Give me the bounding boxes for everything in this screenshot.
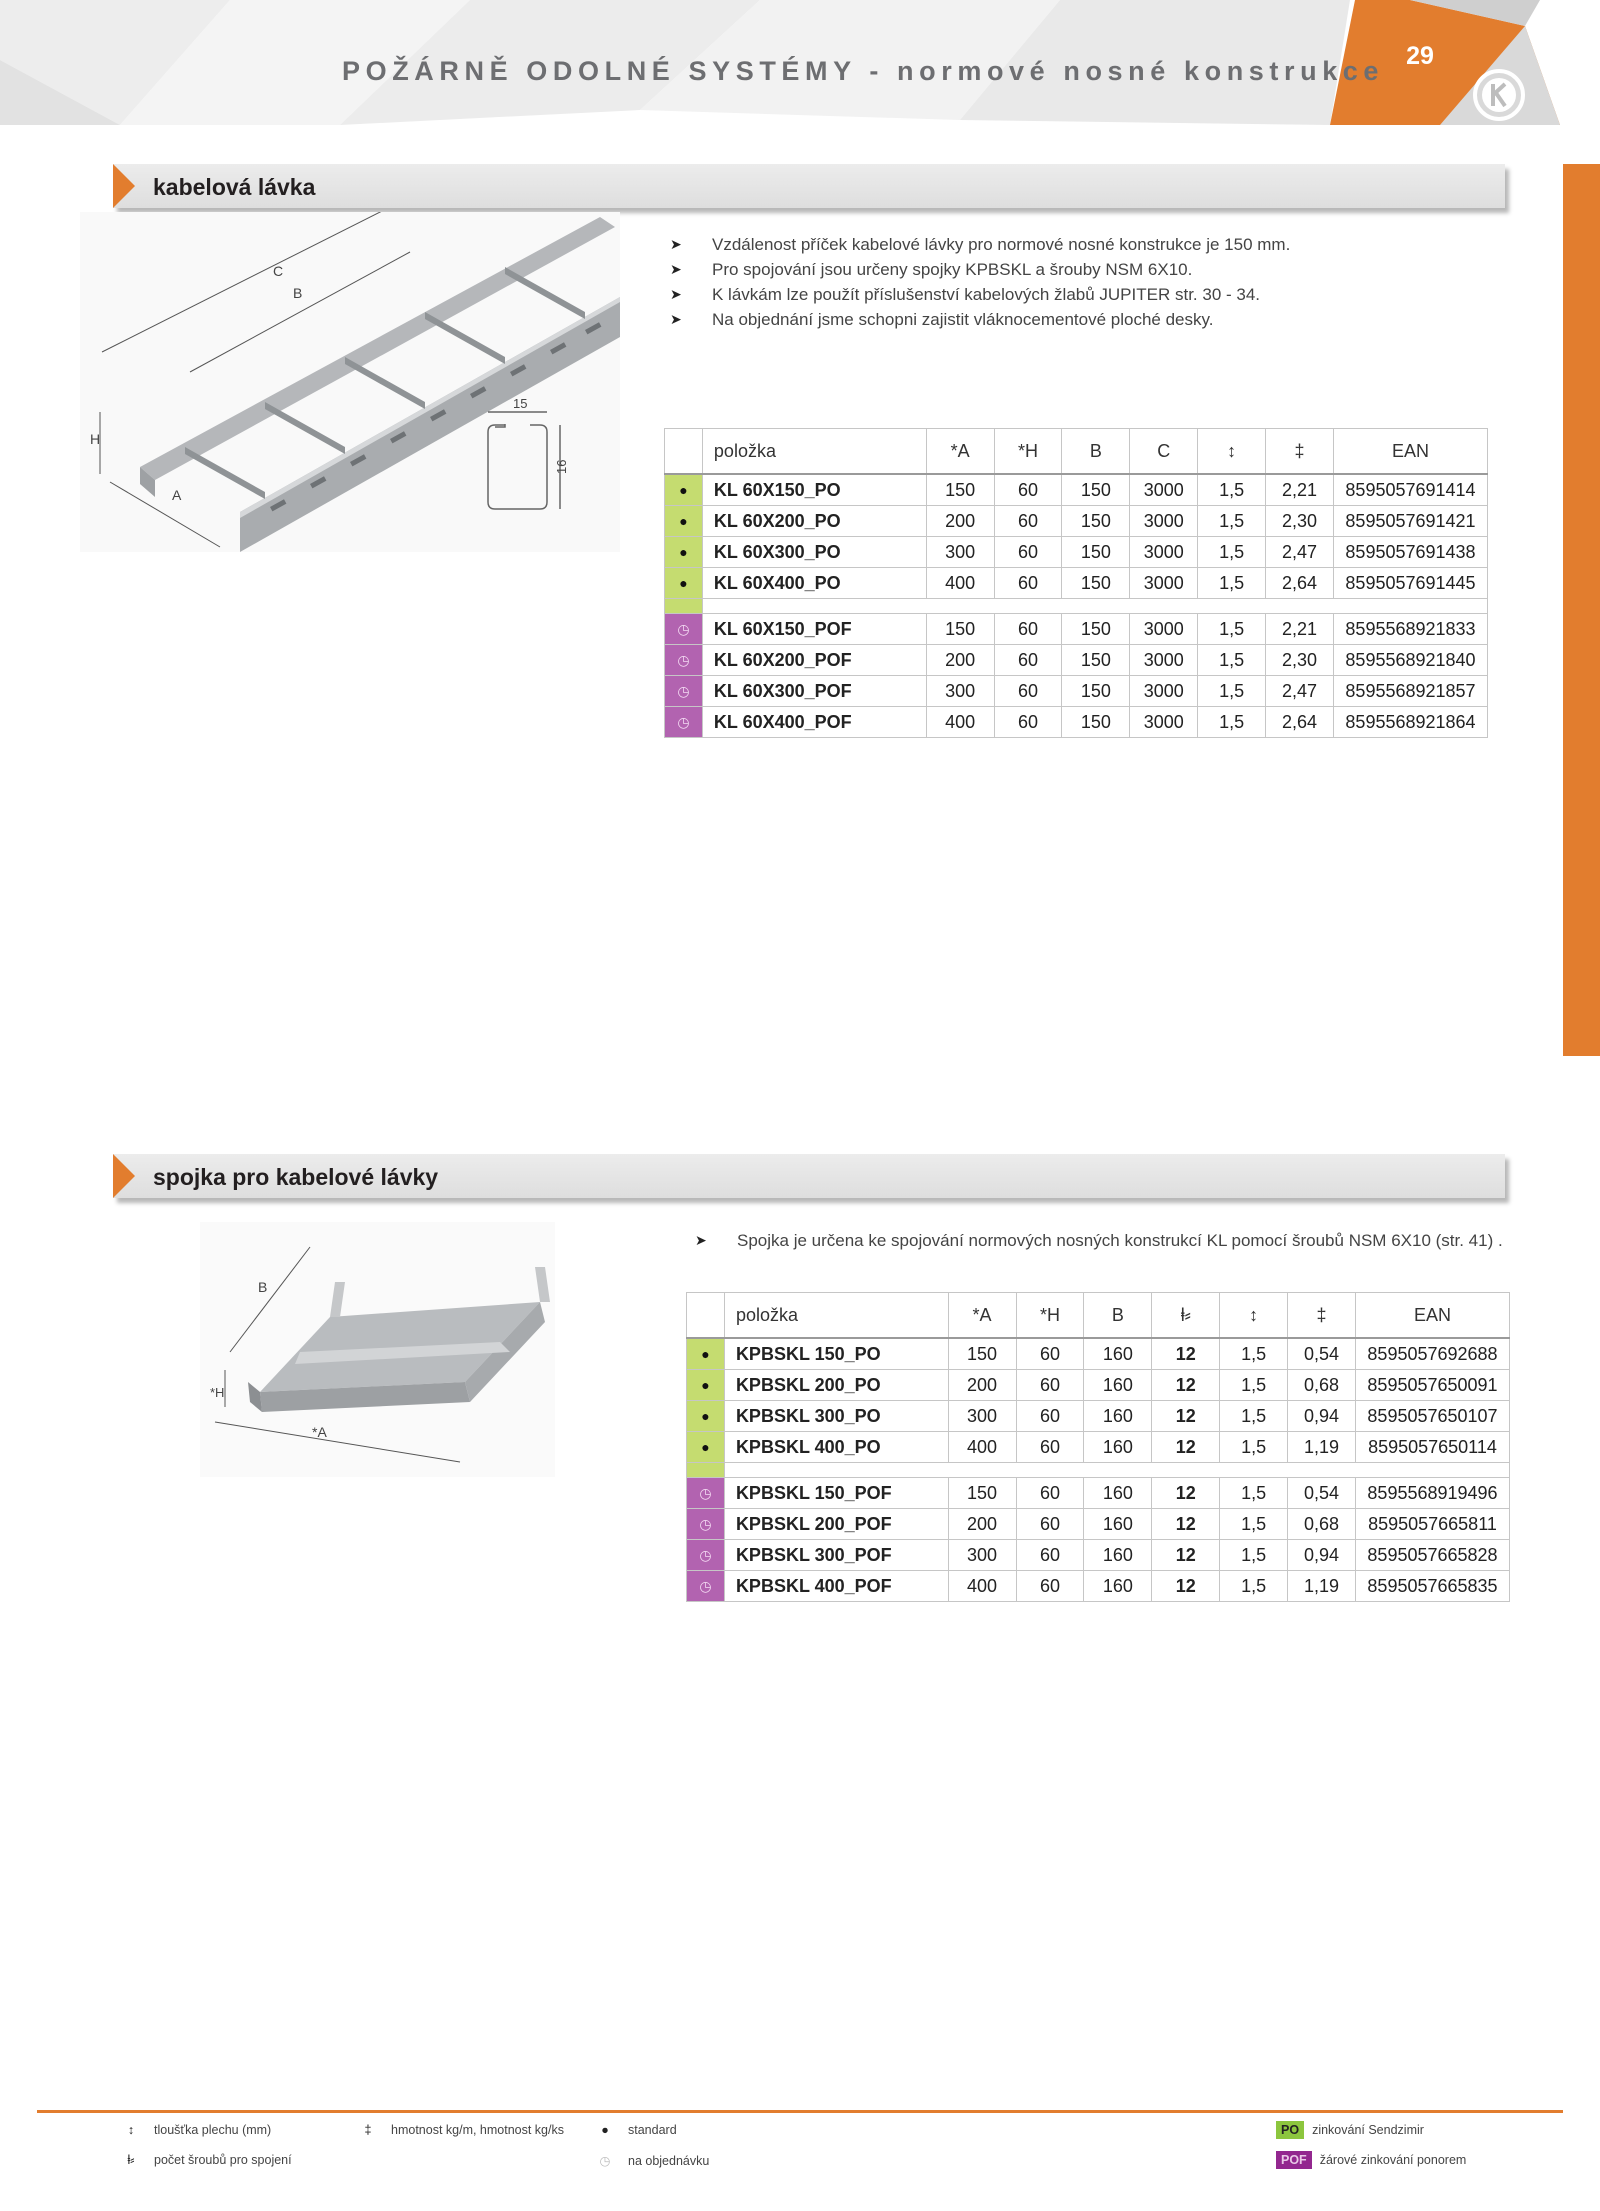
table-cell: 12	[1152, 1432, 1220, 1463]
table-row	[665, 568, 1488, 599]
col-header: EAN	[1355, 1293, 1509, 1339]
product-code: KPBSKL 200_POF	[724, 1509, 948, 1540]
product-code: KL 60X200_PO	[702, 506, 926, 537]
table-cell: 1,5	[1220, 1509, 1288, 1540]
footer-divider	[37, 2110, 1563, 2113]
clock-icon: ◷	[687, 1509, 725, 1540]
table-cell: 150	[1062, 568, 1130, 599]
legend-po: PO zinkování Sendzimir	[1276, 2121, 1424, 2139]
clock-icon: ◷	[665, 707, 703, 738]
col-header: *H	[994, 429, 1062, 475]
section-header-bar	[113, 164, 1505, 208]
profile-width-label: 15	[513, 396, 528, 411]
clock-icon: ◷	[599, 2154, 611, 2168]
table-cell: 160	[1084, 1540, 1152, 1571]
table-cell: 0,54	[1288, 1338, 1356, 1370]
brand-logo	[1472, 68, 1526, 122]
ean-cell: 8595568921840	[1333, 645, 1487, 676]
product-code: KPBSKL 400_PO	[724, 1432, 948, 1463]
clock-icon: ◷	[665, 676, 703, 707]
table-row	[687, 1571, 1510, 1602]
product-code: KL 60X150_POF	[702, 614, 926, 645]
table-row	[665, 707, 1488, 738]
table-cell: 2,47	[1266, 676, 1334, 707]
standard-dot-icon: ●	[665, 537, 703, 568]
col-header: *A	[948, 1293, 1016, 1339]
table-cell: 2,30	[1266, 645, 1334, 676]
col-header: B	[1084, 1293, 1152, 1339]
table-cell: 160	[1084, 1478, 1152, 1509]
clock-icon: ◷	[665, 645, 703, 676]
thickness-icon: ↕	[1198, 429, 1266, 475]
table-cell: 1,5	[1220, 1401, 1288, 1432]
product-code: KL 60X300_PO	[702, 537, 926, 568]
legend-order: ◷ na objednávku	[594, 2153, 709, 2168]
table-cell: 2,64	[1266, 568, 1334, 599]
table-cell: 300	[926, 676, 994, 707]
table-cell: 150	[926, 614, 994, 645]
standard-dot-icon: ●	[665, 506, 703, 537]
table-cell: 300	[926, 537, 994, 568]
table-cell: 3000	[1130, 707, 1198, 738]
table-cell: 150	[1062, 537, 1130, 568]
table-row	[687, 1478, 1510, 1509]
ean-cell: 8595057691438	[1333, 537, 1487, 568]
table-cell: 1,19	[1288, 1432, 1356, 1463]
ean-cell: 8595568919496	[1355, 1478, 1509, 1509]
col-header: C	[1130, 429, 1198, 475]
standard-dot-icon: ●	[665, 474, 703, 506]
ean-cell: 8595568921864	[1333, 707, 1487, 738]
legend-thickness: ↕ tloušťka plechu (mm)	[120, 2123, 271, 2137]
table-cell: 60	[994, 474, 1062, 506]
table-row	[665, 645, 1488, 676]
bullet-item: ➤ K lávkám lze použít příslušenství kabelových žlabů JUPITER str. 30 - 34.	[670, 282, 1490, 307]
table-cell: 60	[994, 568, 1062, 599]
clock-icon: ◷	[665, 614, 703, 645]
table-row	[665, 537, 1488, 568]
col-header: B	[1062, 429, 1130, 475]
screws-icon: ⱡ⸗	[127, 2153, 135, 2167]
spacer-cell	[702, 599, 1487, 614]
product-code: KL 60X200_POF	[702, 645, 926, 676]
section2-bullets	[695, 1228, 1515, 1253]
table-cell: 400	[948, 1571, 1016, 1602]
table-cell: 2,30	[1266, 506, 1334, 537]
table-cell: 60	[1016, 1401, 1084, 1432]
table-header-row	[687, 1293, 1510, 1339]
table-cell: 1,5	[1198, 568, 1266, 599]
bullet-item: ➤ Spojka je určena ke spojování normových nosných konstrukcí KL pomocí šroubů NSM 6X10 (str. 41) .	[695, 1228, 1515, 1253]
product-code: KPBSKL 300_PO	[724, 1401, 948, 1432]
ean-cell: 8595057691414	[1333, 474, 1487, 506]
table-cell: 160	[1084, 1338, 1152, 1370]
table-cell: 0,54	[1288, 1478, 1356, 1509]
ean-cell: 8595568921833	[1333, 614, 1487, 645]
ean-cell: 8595057650107	[1355, 1401, 1509, 1432]
table-cell: 150	[1062, 614, 1130, 645]
table-cell: 60	[1016, 1370, 1084, 1401]
table-cell: 400	[926, 707, 994, 738]
table-cell: 300	[948, 1401, 1016, 1432]
table-cell: 1,5	[1198, 537, 1266, 568]
table-spacer-row	[665, 599, 1488, 614]
col-header: *A	[926, 429, 994, 475]
product-code: KL 60X400_POF	[702, 707, 926, 738]
standard-dot-icon: ●	[687, 1338, 725, 1370]
arrow-bullet-icon: ➤	[670, 311, 682, 327]
table-cell: 150	[1062, 645, 1130, 676]
ean-cell: 8595568921857	[1333, 676, 1487, 707]
standard-dot-icon: ●	[665, 568, 703, 599]
weight-icon: ‡	[364, 2123, 372, 2137]
table-cell: 3000	[1130, 645, 1198, 676]
dimension-a-label: *A	[312, 1424, 327, 1440]
table-cell: 160	[1084, 1432, 1152, 1463]
spacer-cell	[665, 599, 703, 614]
ean-cell: 8595057665835	[1355, 1571, 1509, 1602]
table-cell: 3000	[1130, 676, 1198, 707]
table-cell: 1,5	[1220, 1540, 1288, 1571]
standard-dot-icon: ●	[687, 1401, 725, 1432]
table-cell: 0,94	[1288, 1401, 1356, 1432]
table-cell: 200	[948, 1370, 1016, 1401]
table-cell: 12	[1152, 1370, 1220, 1401]
table-cell: 60	[1016, 1571, 1084, 1602]
dimension-b-label: B	[258, 1279, 268, 1295]
section-header-kabelova-lavka	[113, 164, 1515, 212]
dimension-a-label: A	[172, 487, 182, 503]
table-cell: 160	[1084, 1401, 1152, 1432]
table-cell: 12	[1152, 1478, 1220, 1509]
product-code: KPBSKL 300_POF	[724, 1540, 948, 1571]
table-row	[687, 1540, 1510, 1571]
table-cell: 1,5	[1198, 676, 1266, 707]
table-row	[665, 506, 1488, 537]
table-cell: 2,64	[1266, 707, 1334, 738]
col-header: EAN	[1333, 429, 1487, 475]
section-header-arrow	[113, 164, 135, 208]
table-cell: 160	[1084, 1509, 1152, 1540]
col-header: položka	[702, 429, 926, 475]
table-cell: 200	[926, 645, 994, 676]
arrow-bullet-icon: ➤	[670, 236, 682, 252]
table-cell: 12	[1152, 1540, 1220, 1571]
ean-cell: 8595057665828	[1355, 1540, 1509, 1571]
product-code: KPBSKL 150_POF	[724, 1478, 948, 1509]
product-code: KPBSKL 200_PO	[724, 1370, 948, 1401]
table-cell: 160	[1084, 1370, 1152, 1401]
table-cell: 2,21	[1266, 614, 1334, 645]
thickness-icon: ↕	[127, 2123, 135, 2137]
legend-weight: ‡ hmotnost kg/m, hmotnost kg/ks	[357, 2123, 564, 2137]
header-title: POŽÁRNĚ ODOLNÉ SYSTÉMY - normové nosné konstrukce	[342, 56, 1385, 86]
table-cell: 60	[994, 676, 1062, 707]
table-cell: 200	[926, 506, 994, 537]
thickness-icon: ↕	[1220, 1293, 1288, 1339]
clock-icon: ◷	[687, 1540, 725, 1571]
standard-dot-icon: ●	[687, 1432, 725, 1463]
table-cell: 12	[1152, 1571, 1220, 1602]
table-cell: 2,21	[1266, 474, 1334, 506]
ean-cell: 8595057692688	[1355, 1338, 1509, 1370]
table-cell: 60	[1016, 1540, 1084, 1571]
legend-standard: ● standard	[594, 2123, 677, 2137]
product-code: KPBSKL 150_PO	[724, 1338, 948, 1370]
po-badge: PO	[1276, 2121, 1304, 2139]
table-cell: 3000	[1130, 614, 1198, 645]
table-cell: 1,5	[1220, 1432, 1288, 1463]
profile-height-label: 16	[554, 459, 569, 474]
product-code: KL 60X150_PO	[702, 474, 926, 506]
table-cell: 3000	[1130, 537, 1198, 568]
table-cell: 60	[994, 506, 1062, 537]
table-header-row	[665, 429, 1488, 475]
arrow-bullet-icon: ➤	[670, 286, 682, 302]
section-title: kabelová lávka	[153, 174, 316, 200]
table-cell: 12	[1152, 1401, 1220, 1432]
standard-dot-icon: ●	[601, 2123, 609, 2137]
bullet-item: ➤ Vzdálenost příček kabelové lávky pro normové nosné konstrukce je 150 mm.	[670, 232, 1490, 257]
bullet-item: ➤ Pro spojování jsou určeny spojky KPBSKL a šrouby NSM 6X10.	[670, 257, 1490, 282]
table-cell: 1,5	[1198, 707, 1266, 738]
kl-product-table	[664, 428, 1488, 738]
ean-cell: 8595057650114	[1355, 1432, 1509, 1463]
table-cell: 150	[1062, 707, 1130, 738]
cable-ladder-image	[80, 212, 620, 552]
table-cell: 3000	[1130, 474, 1198, 506]
legend-screws: ⱡ⸗ počet šroubů pro spojení	[120, 2153, 292, 2167]
marker-header	[665, 429, 703, 475]
table-cell: 150	[926, 474, 994, 506]
clock-icon: ◷	[687, 1478, 725, 1509]
table-cell: 0,68	[1288, 1509, 1356, 1540]
section-header-spojka	[113, 1154, 1515, 1202]
table-cell: 400	[926, 568, 994, 599]
table-cell: 1,19	[1288, 1571, 1356, 1602]
table-cell: 60	[994, 537, 1062, 568]
table-cell: 60	[1016, 1338, 1084, 1370]
ean-cell: 8595057650091	[1355, 1370, 1509, 1401]
table-cell: 150	[1062, 474, 1130, 506]
table-cell: 1,5	[1198, 645, 1266, 676]
ean-cell: 8595057665811	[1355, 1509, 1509, 1540]
table-cell: 3000	[1130, 568, 1198, 599]
table-cell: 1,5	[1198, 474, 1266, 506]
table-cell: 160	[1084, 1571, 1152, 1602]
section-header-arrow	[113, 1154, 135, 1198]
table-cell: 0,94	[1288, 1540, 1356, 1571]
connector-image	[200, 1222, 555, 1477]
table-cell: 1,5	[1220, 1571, 1288, 1602]
table-row	[665, 676, 1488, 707]
table-cell: 200	[948, 1509, 1016, 1540]
section-title: spojka pro kabelové lávky	[153, 1164, 439, 1190]
table-cell: 60	[1016, 1432, 1084, 1463]
table-cell: 60	[1016, 1478, 1084, 1509]
clock-icon: ◷	[687, 1571, 725, 1602]
side-accent-bar	[1563, 164, 1600, 1056]
kpbskl-product-table	[686, 1292, 1510, 1602]
table-cell: 2,47	[1266, 537, 1334, 568]
section1-bullets	[670, 232, 1490, 332]
col-header: *H	[1016, 1293, 1084, 1339]
col-header: položka	[724, 1293, 948, 1339]
table-cell: 3000	[1130, 506, 1198, 537]
ean-cell: 8595057691445	[1333, 568, 1487, 599]
table-row	[687, 1370, 1510, 1401]
table-cell: 12	[1152, 1509, 1220, 1540]
dimension-c-label: C	[273, 263, 284, 279]
page-number: 29	[1406, 42, 1434, 70]
table-cell: 150	[1062, 506, 1130, 537]
table-cell: 150	[948, 1478, 1016, 1509]
pof-badge: POF	[1276, 2151, 1312, 2169]
table-cell: 1,5	[1220, 1338, 1288, 1370]
table-cell: 400	[948, 1432, 1016, 1463]
standard-dot-icon: ●	[687, 1370, 725, 1401]
product-code: KPBSKL 400_POF	[724, 1571, 948, 1602]
table-row	[687, 1432, 1510, 1463]
table-cell: 1,5	[1220, 1478, 1288, 1509]
marker-header	[687, 1293, 725, 1339]
table-cell: 1,5	[1220, 1370, 1288, 1401]
ean-cell: 8595057691421	[1333, 506, 1487, 537]
table-cell: 1,5	[1198, 506, 1266, 537]
table-cell: 150	[948, 1338, 1016, 1370]
table-cell: 12	[1152, 1338, 1220, 1370]
table-row	[665, 614, 1488, 645]
table-row	[665, 474, 1488, 506]
bullet-item: ➤ Na objednání jsme schopni zajistit vláknocementové ploché desky.	[670, 307, 1490, 332]
table-row	[687, 1401, 1510, 1432]
table-row	[687, 1509, 1510, 1540]
table-cell: 60	[994, 707, 1062, 738]
product-code: KL 60X400_PO	[702, 568, 926, 599]
dimension-h-label: *H	[210, 1385, 225, 1400]
spacer-cell	[687, 1463, 725, 1478]
dimension-h-label: H	[90, 431, 101, 447]
weight-icon: ‡	[1266, 429, 1334, 475]
table-cell: 300	[948, 1540, 1016, 1571]
table-cell: 0,68	[1288, 1370, 1356, 1401]
weight-icon: ‡	[1288, 1293, 1356, 1339]
spacer-cell	[724, 1463, 1509, 1478]
table-row	[687, 1338, 1510, 1370]
table-cell: 60	[994, 614, 1062, 645]
arrow-bullet-icon: ➤	[670, 261, 682, 277]
product-code: KL 60X300_POF	[702, 676, 926, 707]
screws-icon: ⱡ⸗	[1152, 1293, 1220, 1339]
dimension-b-label: B	[293, 285, 303, 301]
table-cell: 60	[1016, 1509, 1084, 1540]
table-cell: 1,5	[1198, 614, 1266, 645]
table-cell: 150	[1062, 676, 1130, 707]
table-spacer-row	[687, 1463, 1510, 1478]
arrow-bullet-icon: ➤	[695, 1232, 707, 1248]
table-cell: 60	[994, 645, 1062, 676]
legend-pof: POF žárové zinkování ponorem	[1276, 2151, 1466, 2169]
